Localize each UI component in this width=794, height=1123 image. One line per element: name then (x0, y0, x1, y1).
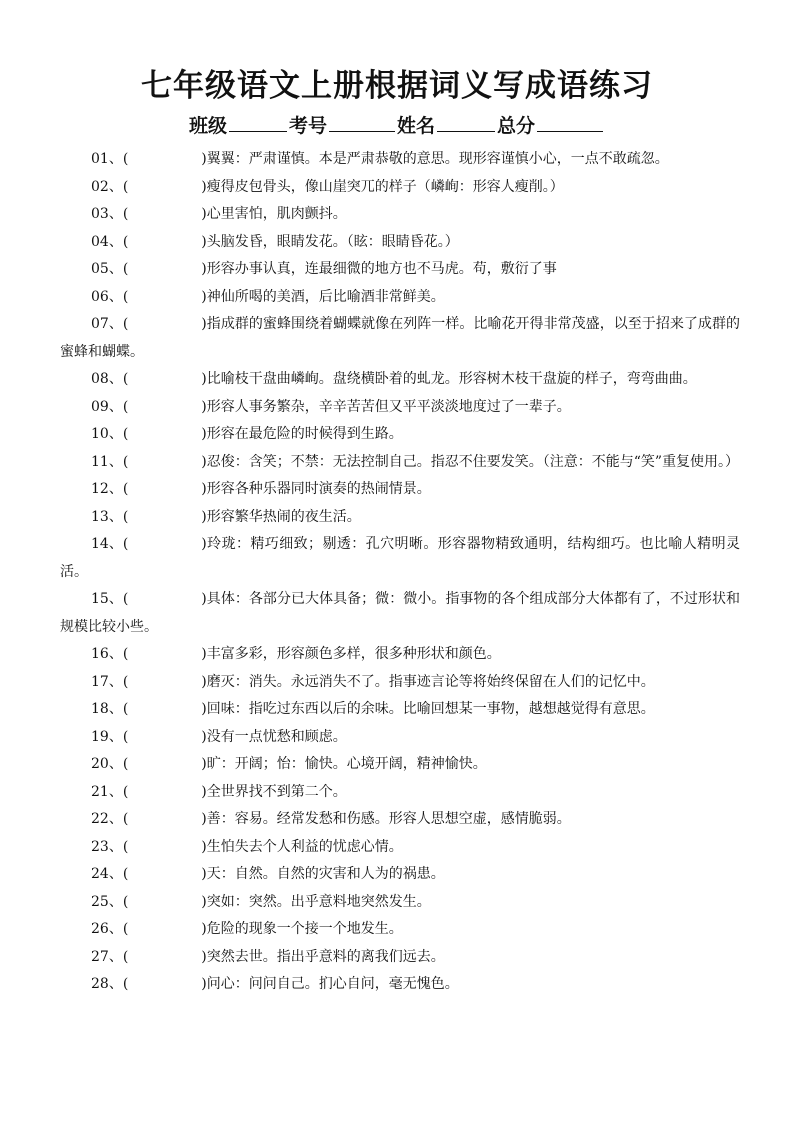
question-item (60, 861, 740, 889)
question-number: 14、( (91, 536, 129, 552)
question-definition: 玲珑：精巧细致；剔透：孔穴明晰。形容器物精致通明，结构细巧。也比喻人精明灵活。 (60, 536, 740, 580)
answer-close-paren: ) (201, 646, 207, 662)
question-list (60, 146, 740, 999)
answer-close-paren: ) (201, 893, 207, 910)
question-number: 03、( (91, 206, 129, 222)
answer-close-paren: ) (201, 948, 207, 965)
question-number: 26、( (91, 921, 129, 937)
question-definition: 磨灭：消失。永远消失不了。指事迹言论等将始终保留在人们的记忆中。 (206, 673, 655, 690)
question-item (60, 724, 740, 752)
question-definition: 瘦得皮包骨头，像山崖突兀的样子（嶙峋：形容人瘦削。） (206, 178, 564, 195)
question-number: 27、( (91, 948, 129, 965)
answer-close-paren: ) (201, 206, 207, 222)
name-label: 姓名 (397, 115, 436, 137)
question-item (60, 284, 740, 312)
answer-close-paren: ) (201, 371, 207, 387)
question-item (60, 889, 740, 917)
question-number: 06、( (91, 288, 129, 305)
question-item (60, 751, 740, 779)
question-definition: 问心：问问自己。扪心自问，毫无愧色。 (206, 976, 459, 992)
answer-close-paren: ) (201, 728, 207, 745)
answer-close-paren: ) (201, 398, 207, 415)
question-definition: 翼翼：严肃谨慎。本是严肃恭敬的意思。现形容谨慎小心，一点不敢疏忽。 (206, 151, 669, 167)
question-item (60, 476, 740, 504)
question-number: 07、( (91, 316, 129, 332)
question-definition: 形容繁华热闹的夜生活。 (206, 508, 361, 525)
question-item (60, 916, 740, 944)
question-item (60, 311, 740, 366)
answer-close-paren: ) (201, 288, 207, 305)
question-number: 01、( (91, 151, 129, 167)
question-definition: 丰富多彩，形容颜色多样，很多种形状和颜色。 (206, 646, 501, 662)
question-item (60, 421, 740, 449)
question-item (60, 504, 740, 532)
answer-close-paren: ) (201, 976, 207, 992)
answer-close-paren: ) (201, 508, 207, 525)
question-number: 05、( (91, 261, 129, 277)
answer-close-paren: ) (201, 811, 207, 827)
question-number: 15、( (91, 591, 129, 607)
question-number: 18、( (91, 701, 129, 717)
question-item (60, 146, 740, 174)
question-item (60, 641, 740, 669)
question-number: 21、( (91, 783, 129, 800)
answer-close-paren: ) (201, 481, 207, 497)
question-item (60, 696, 740, 724)
question-definition: 比喻枝干盘曲嶙峋。盘绕横卧着的虬龙。形容树木枝干盘旋的样子，弯弯曲曲。 (206, 371, 697, 387)
answer-close-paren: ) (201, 838, 207, 855)
question-number: 10、( (91, 426, 129, 442)
question-definition: 危险的现象一个接一个地发生。 (206, 921, 403, 937)
question-item (60, 586, 740, 641)
question-definition: 忍俊：含笑；不禁：无法控制自己。指忍不住要发笑。（注意：不能与“笑”重复使用。） (206, 453, 740, 470)
question-number: 13、( (91, 508, 129, 525)
question-definition: 生怕失去个人利益的忧虑心情。 (206, 838, 403, 855)
question-definition: 形容办事认真，连最细微的地方也不马虎。苟，敷衍了事 (206, 261, 557, 277)
question-definition: 心里害怕，肌肉颤抖。 (206, 206, 347, 222)
question-item (60, 174, 740, 202)
answer-close-paren: ) (201, 178, 207, 195)
question-definition: 形容在最危险的时候得到生路。 (206, 426, 403, 442)
total-score-blank[interactable] (537, 115, 603, 132)
question-definition: 头脑发昏，眼睛发花。（眩：眼睛昏花。） (206, 233, 459, 250)
answer-close-paren: ) (201, 536, 207, 552)
answer-close-paren: ) (201, 453, 207, 470)
question-definition: 突如：突然。出乎意料地突然发生。 (206, 893, 431, 910)
question-number: 17、( (91, 673, 129, 690)
question-number: 23、( (91, 838, 129, 855)
question-item (60, 201, 740, 229)
question-definition: 回味：指吃过东西以后的余味。比喻回想某一事物，越想越觉得有意思。 (206, 701, 655, 717)
question-definition: 形容人事务繁杂，辛辛苦苦但又平平淡淡地度过了一辈子。 (206, 398, 571, 415)
answer-close-paren: ) (201, 261, 207, 277)
answer-close-paren: ) (201, 316, 207, 332)
question-number: 20、( (91, 756, 129, 772)
answer-close-paren: ) (201, 783, 207, 800)
question-item (60, 531, 740, 586)
name-blank[interactable] (437, 115, 495, 132)
student-info-row (0, 111, 794, 138)
answer-close-paren: ) (201, 426, 207, 442)
answer-close-paren: ) (201, 756, 207, 772)
question-definition: 形容各种乐器同时演奏的热闹情景。 (206, 481, 431, 497)
question-number: 04、( (91, 233, 129, 250)
class-label: 班级 (188, 115, 227, 137)
exam-number-label: 考号 (288, 115, 327, 137)
question-definition: 具体：各部分已大体具备；微：微小。指事物的各个组成部分大体都有了，不过形状和规模比较小些。 (60, 591, 740, 635)
answer-close-paren: ) (201, 591, 207, 607)
question-item (60, 394, 740, 422)
question-item (60, 834, 740, 862)
answer-close-paren: ) (201, 921, 207, 937)
question-item (60, 779, 740, 807)
question-item (60, 449, 740, 477)
question-number: 25、( (91, 893, 129, 910)
question-definition: 善：容易。经常发愁和伤感。形容人思想空虚，感情脆弱。 (206, 811, 571, 827)
question-item (60, 256, 740, 284)
question-definition: 指成群的蜜蜂围绕着蝴蝶就像在列阵一样。比喻花开得非常茂盛，以至于招来了成群的蜜蜂和蝴蝶。 (60, 316, 740, 360)
question-item (60, 229, 740, 257)
question-number: 28、( (91, 976, 129, 992)
question-number: 12、( (91, 481, 129, 497)
question-item (60, 971, 740, 999)
answer-close-paren: ) (201, 866, 207, 882)
question-definition: 没有一点忧愁和顾虑。 (206, 728, 347, 745)
answer-close-paren: ) (201, 151, 207, 167)
question-number: 08、( (91, 371, 129, 387)
answer-close-paren: ) (201, 233, 207, 250)
question-number: 02、( (91, 178, 129, 195)
question-number: 11、( (91, 453, 129, 470)
total-score-label: 总分 (497, 115, 536, 137)
question-number: 09、( (91, 398, 129, 415)
answer-close-paren: ) (201, 701, 207, 717)
question-number: 24、( (91, 866, 129, 882)
question-definition: 突然去世。指出乎意料的离我们远去。 (206, 948, 445, 965)
question-definition: 天：自然。自然的灾害和人为的祸患。 (206, 866, 445, 882)
class-blank[interactable] (229, 115, 287, 132)
question-number: 16、( (91, 646, 129, 662)
answer-close-paren: ) (201, 673, 207, 690)
question-item (60, 806, 740, 834)
question-item (60, 366, 740, 394)
question-number: 22、( (91, 811, 129, 827)
question-item (60, 669, 740, 697)
page-title: 七年级语文上册根据词义写成语练习 (141, 68, 653, 104)
question-item (60, 944, 740, 972)
question-number: 19、( (91, 728, 129, 745)
question-definition: 神仙所喝的美酒，后比喻酒非常鲜美。 (206, 288, 445, 305)
question-definition: 旷：开阔；怡：愉快。心境开阔，精神愉快。 (206, 756, 487, 772)
exam-number-blank[interactable] (329, 115, 395, 132)
question-definition: 全世界找不到第二个。 (206, 783, 347, 800)
